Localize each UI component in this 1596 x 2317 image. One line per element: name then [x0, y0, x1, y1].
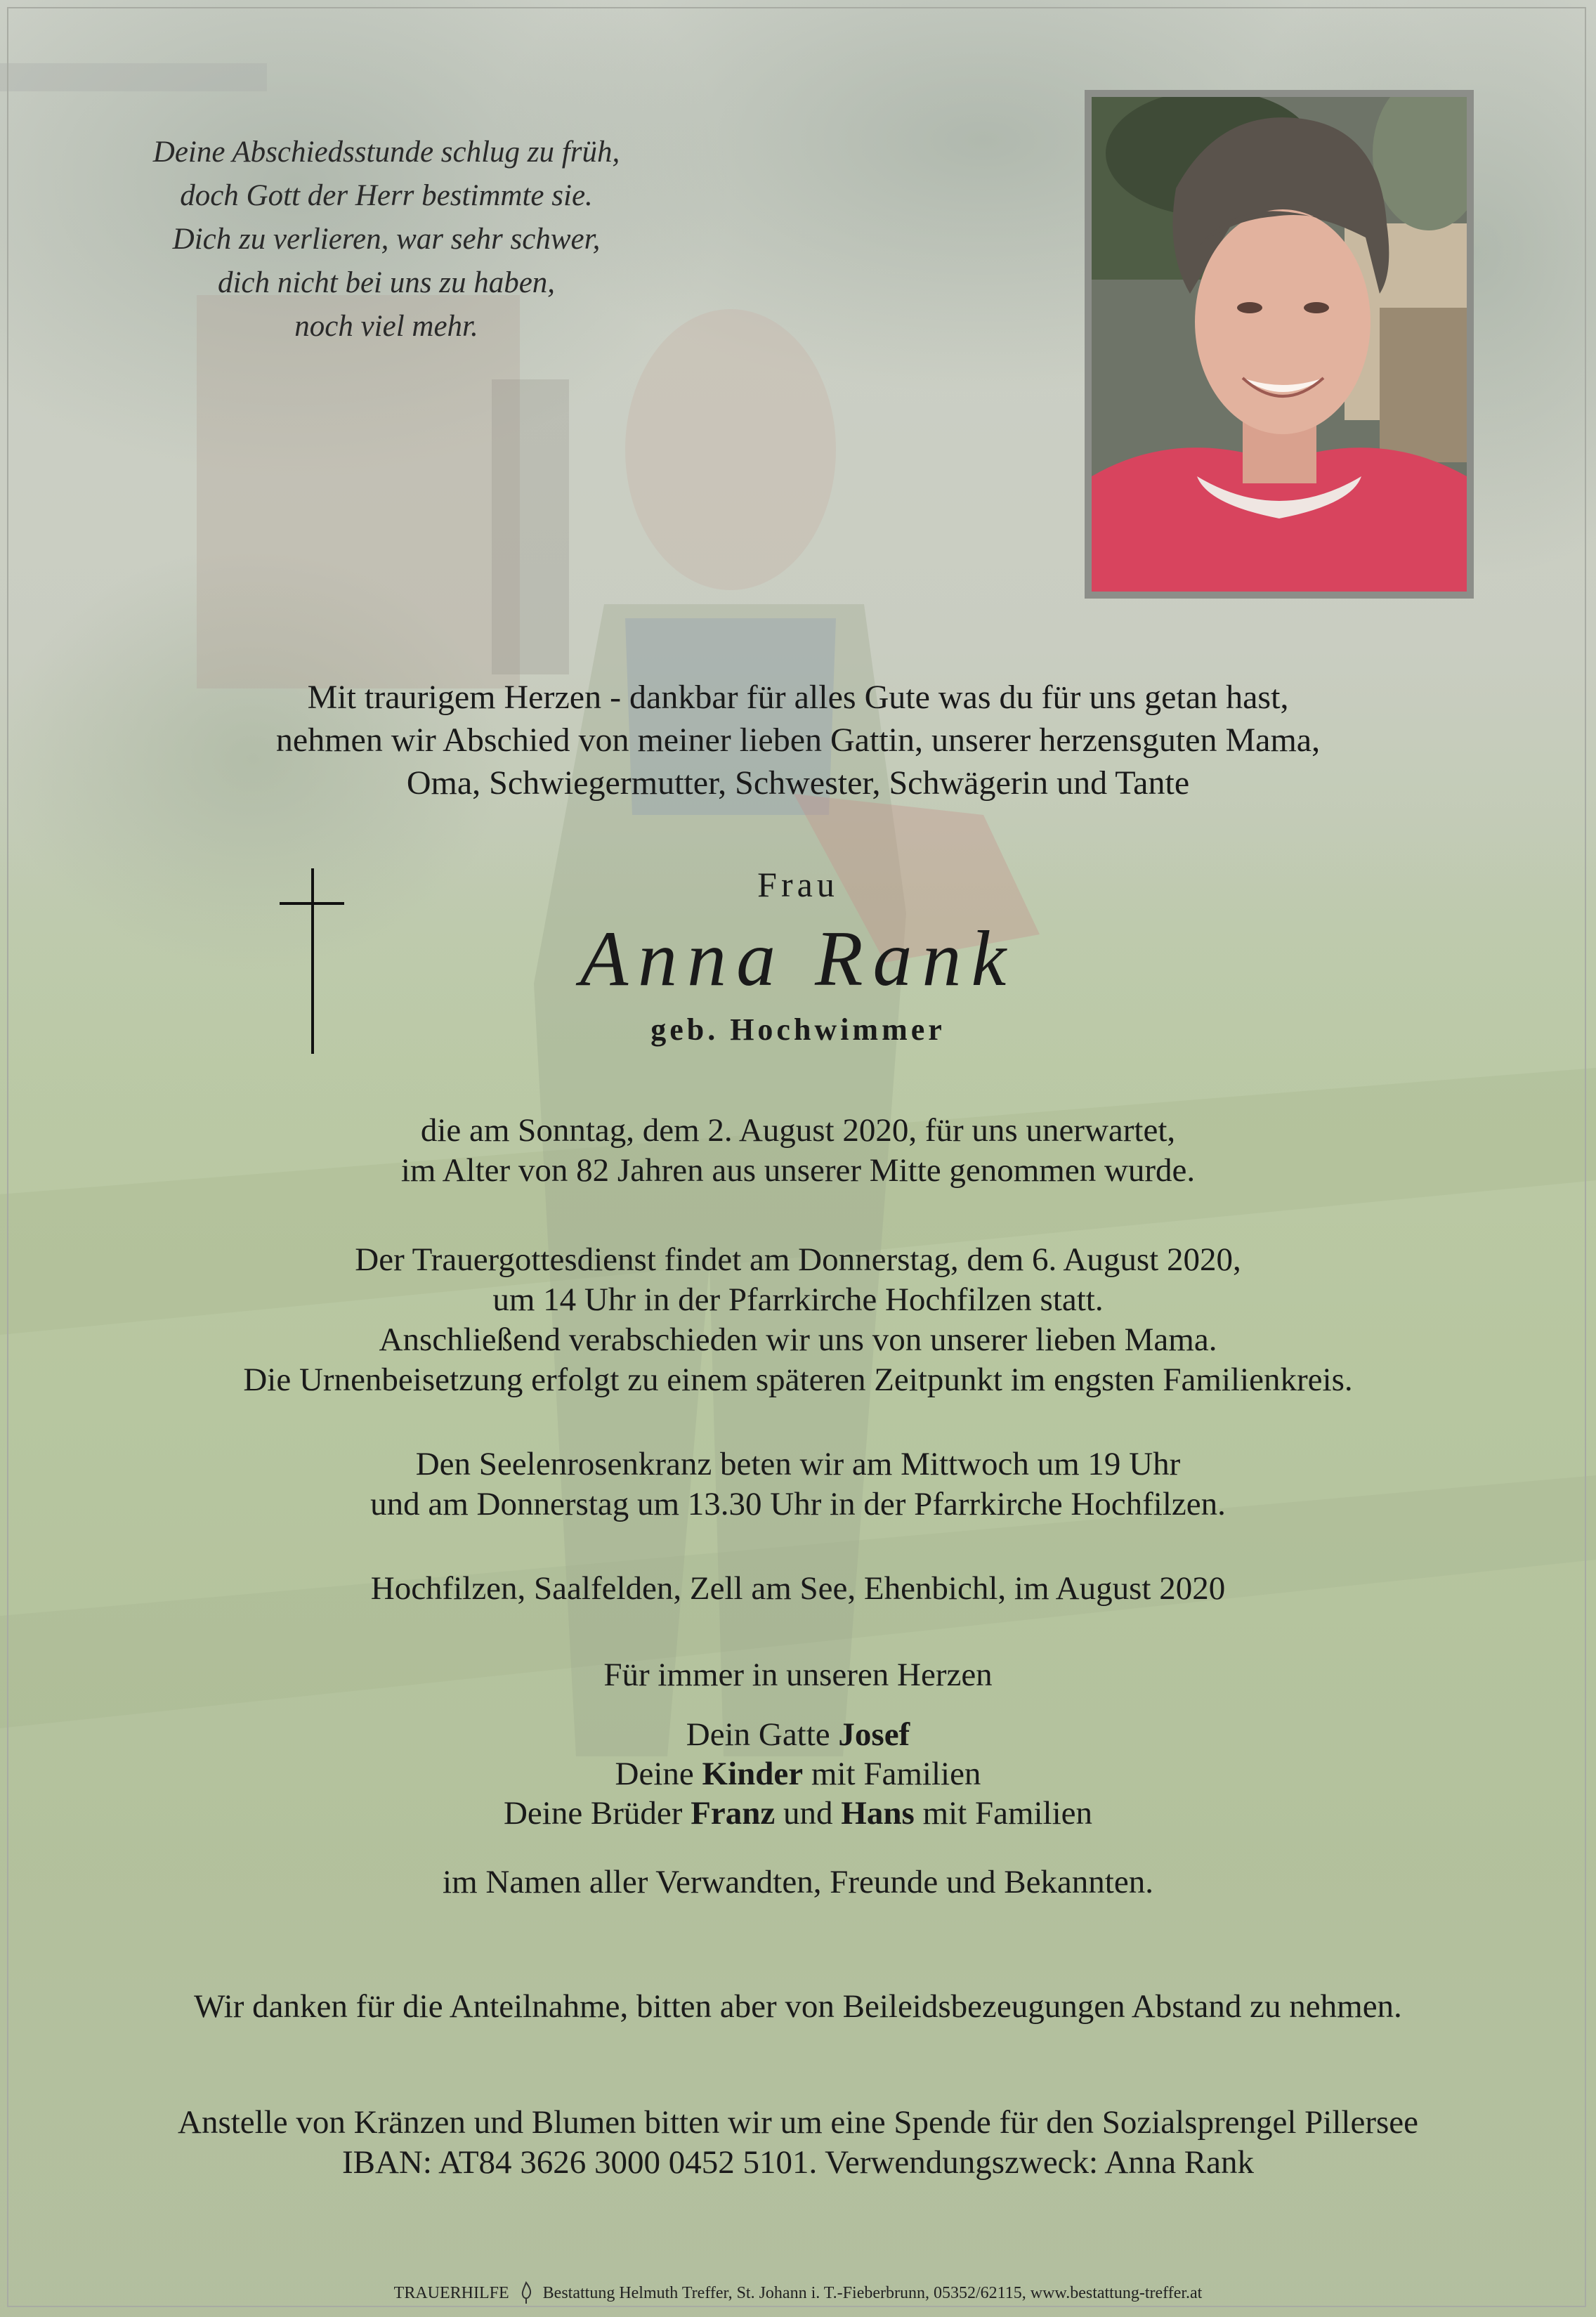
rosary-line: und am Donnerstag um 13.30 Uhr in der Pfarrkirche Hochfilzen. [370, 1486, 1226, 1522]
place-date-line: Hochfilzen, Saalfelden, Zell am See, Ehenbichl, im August 2020 [370, 1570, 1226, 1607]
mourner-name: Franz [691, 1795, 776, 1832]
funeral-line: Anschließend verabschieden wir uns von unserer lieben Mama. [379, 1321, 1217, 1358]
rosary-line: Den Seelenrosenkranz beten wir am Mittwoch um 19 Uhr [415, 1446, 1181, 1482]
deceased-name: Anna Rank [580, 915, 1016, 1003]
mourners-list [0, 1715, 1596, 1833]
rosary-info [0, 1444, 1596, 1525]
mourner-text: und [783, 1795, 833, 1832]
mourner-text: mit Familien [811, 1756, 981, 1792]
thanks-line: Wir danken für die Anteilnahme, bitten aber von Beileidsbezeugungen Abstand zu nehmen. [194, 1988, 1402, 2025]
place-date [0, 1569, 1596, 1609]
donation-request [0, 2103, 1596, 2183]
farewell-line: Für immer in unseren Herzen [603, 1657, 993, 1693]
mourner-brothers [0, 1794, 1596, 1833]
funeral-home-footer [0, 2281, 1596, 2305]
funeral-info [0, 1240, 1596, 1400]
thanks [0, 1987, 1596, 2027]
birth-name: geb. Hochwimmer [650, 1012, 946, 1047]
intro-line: Mit traurigem Herzen - dankbar für alles Gute was du für uns getan hast, [307, 679, 1289, 716]
verse-line: Deine Abschiedsstunde schlug zu früh, [152, 136, 620, 169]
verse-line: dich nicht bei uns zu haben, [217, 266, 556, 299]
donation-line: Anstelle von Kränzen und Blumen bitten wir um eine Spende für den Sozialsprengel Pillersee [178, 2104, 1418, 2141]
mourner-text: Deine Brüder [503, 1795, 683, 1832]
salutation: Frau [757, 865, 839, 904]
portrait-frame [1085, 90, 1474, 599]
footer-text: Bestattung Helmuth Treffer, St. Johann i. T.-Fieberbrunn, 05352/62115, www.bestattung-treffer.at [542, 2284, 1203, 2302]
death-notice-line: die am Sonntag, dem 2. August 2020, für uns unerwartet, [420, 1112, 1176, 1149]
funeral-line: Der Trauergottesdienst findet am Donnerstag, dem 6. August 2020, [355, 1241, 1241, 1278]
mourner-name: Josef [838, 1716, 910, 1753]
donation-line: IBAN: AT84 3626 3000 0452 5101. Verwendungszweck: Anna Rank [341, 2144, 1255, 2181]
intro-line: Oma, Schwiegermutter, Schwester, Schwägerin und Tante [406, 764, 1190, 802]
mourners-all [0, 1862, 1596, 1902]
footer-brand: TRAUERHILFE [393, 2284, 509, 2302]
funeral-line: Die Urnenbeisetzung erfolgt zu einem späteren Zeitpunkt im engsten Familienkreis. [243, 1362, 1353, 1398]
intro-line: nehmen wir Abschied von meiner lieben Gattin, unserer herzensguten Mama, [275, 722, 1321, 759]
mourner-name: Hans [841, 1795, 915, 1832]
verse-line: doch Gott der Herr bestimmte sie. [180, 179, 593, 212]
death-notice-line: im Alter von 82 Jahren aus unserer Mitte genommen wurde. [400, 1152, 1196, 1189]
mourner-name: Kinder [702, 1756, 804, 1792]
mourners-all-line: im Namen aller Verwandten, Freunde und Bekannten. [443, 1864, 1153, 1900]
farewell [0, 1655, 1596, 1695]
mourner-text: mit Familien [922, 1795, 1093, 1832]
verse-line: Dich zu verlieren, war sehr schwer, [172, 223, 601, 256]
verse-line: noch viel mehr. [294, 310, 478, 343]
intro-text [0, 676, 1596, 804]
portrait-photo [1092, 97, 1467, 592]
funeral-line: um 14 Uhr in der Pfarrkirche Hochfilzen statt. [492, 1281, 1104, 1318]
memorial-verse [63, 131, 709, 348]
mourner-husband [0, 1715, 1596, 1754]
mourner-children [0, 1754, 1596, 1794]
mourner-text: Dein Gatte [686, 1716, 830, 1753]
candle-flame-icon [518, 2281, 535, 2305]
mourner-text: Deine [615, 1756, 694, 1792]
death-notice [0, 1111, 1596, 1191]
